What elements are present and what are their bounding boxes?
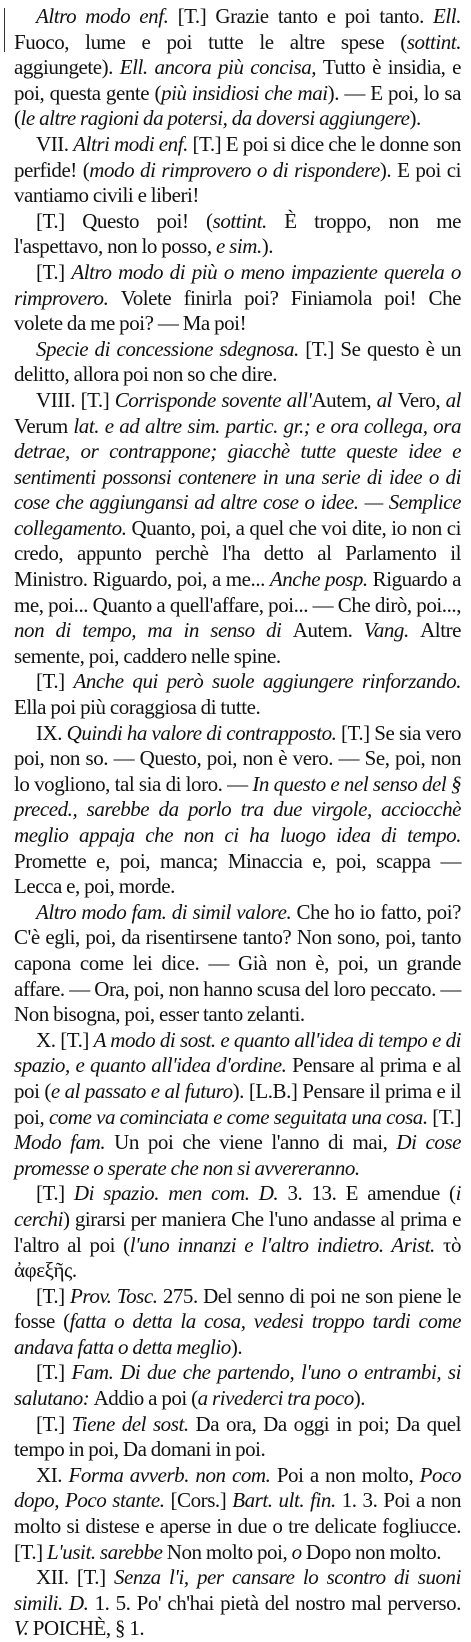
roman-text: Addio a poi ( xyxy=(93,1386,198,1411)
roman-text: ). [L.B.] Pensare il prima e il poi, xyxy=(14,1078,461,1129)
italic-text: lat. e ad altre sim. partic. gr.; e ora collega, ora detrae, or contrappone; giacchè tutte queste idee e sentimenti possonsi contenere in una serie di idee o di cose che aggiungansi ad altre cose o idee. — Semplice collegamento. xyxy=(14,413,462,540)
roman-text: Non molto poi, xyxy=(166,1539,292,1564)
roman-text: Dopo non molto. xyxy=(305,1539,442,1564)
roman-text: [T.] Grazie tanto e poi tanto. xyxy=(177,4,434,28)
roman-text: [T.] xyxy=(36,1283,70,1308)
italic-text: Modo fam. xyxy=(14,1130,115,1155)
roman-text: [T.] Se sia vero poi, non so. — Questo, poi, non è vero. — Se, poi, non lo vogliono, tal sia di loro. — xyxy=(14,720,461,796)
roman-text: [T.] E poi si dice che le donne son perfide! ( xyxy=(14,131,461,182)
roman-text: ). xyxy=(353,1386,366,1411)
roman-text: aggiungete). xyxy=(14,55,120,80)
roman-text: 1. 3. Poi a non molto si distese e aperse in due o tre delicate fogliucce. [T.] xyxy=(14,1488,461,1564)
italic-text: Di spazio. men com. D. xyxy=(73,1181,288,1206)
roman-text: Autem. xyxy=(292,618,364,643)
roman-text: τὸ ἀφεξῆς. xyxy=(14,1232,461,1283)
entry-paragraph xyxy=(14,1284,461,1361)
entry-paragraph xyxy=(14,669,461,720)
roman-text: [T.] xyxy=(36,259,72,284)
italic-text: Prov. Tosc. xyxy=(70,1283,163,1308)
roman-text: X. [T.] xyxy=(36,1027,94,1052)
roman-text: IX. xyxy=(36,720,67,745)
entry-paragraph xyxy=(14,1181,461,1283)
entry-paragraph xyxy=(14,721,461,900)
italic-text: Specie di concessione sdegnosa. xyxy=(36,336,306,361)
roman-text: [T.] xyxy=(36,1181,74,1206)
italic-text: fatta o detta la cosa, vedesi troppo tardi come andava fatta o detta meglio xyxy=(14,1309,461,1359)
roman-text: 3. 13. E amendue ( xyxy=(287,1181,456,1206)
italic-text: Tiene del sost. xyxy=(71,1411,196,1436)
italic-text: Fam. Di due che partendo, l'uno o entrambi, si salutano: xyxy=(14,1360,461,1411)
italic-text: al xyxy=(445,387,461,412)
dictionary-entry-poi xyxy=(14,4,461,1642)
roman-text: [T.] Se questo è un delitto, allora poi non so che dire. xyxy=(14,336,461,387)
roman-text: [T.] xyxy=(36,669,74,694)
roman-text: Un poi che viene l'anno di mai, xyxy=(114,1130,397,1155)
roman-text: Fuoco, lume e poi tutte le altre spese ( xyxy=(14,29,407,54)
roman-text: Promette e, poi, manca; Minaccia e, poi, scappa — Lecca e, poi, morde. xyxy=(14,848,461,899)
roman-text: Che ho io fatto, poi? C'è egli, poi, da risentirsene tanto? Non sono, poi, tanto capona come lei dice. — Già non è, poi, un grande affare. — Ora, poi, non hanno scusa del loro peccato. — Non bisogna, poi, esser tanto zelanti. xyxy=(14,899,461,1027)
roman-text: [T.] xyxy=(36,1360,72,1385)
italic-text: Anche qui però suole aggiungere rinforzando. xyxy=(73,669,461,694)
entry-paragraph xyxy=(14,1360,461,1411)
italic-text: Vang. xyxy=(363,618,421,643)
roman-text: Verum xyxy=(14,413,74,438)
roman-text: ). — E poi, lo sa ( xyxy=(14,80,461,131)
italic-text: A modo di sost. e quanto all'idea di tempo e di spazio, e quanto all'idea d'ordine. xyxy=(14,1027,461,1078)
roman-text: [T.] Questo poi! ( xyxy=(36,208,213,233)
roman-text: ). xyxy=(261,234,274,259)
roman-text: VII. xyxy=(36,131,74,156)
roman-text: Ella poi più coraggiosa di tutte. xyxy=(14,695,261,720)
italic-text: Altro modo di più o meno impaziente querela o rimprovero. xyxy=(14,259,461,310)
italic-text: Ell. xyxy=(433,4,461,28)
italic-text: L'usit. sarebbe xyxy=(47,1539,167,1564)
roman-text: Poi a non molto, xyxy=(276,1462,420,1487)
roman-text: ) girarsi per maniera Che l'uno andasse al prima e l'altro al poi ( xyxy=(14,1206,461,1257)
italic-text: come va cominciata e come seguitata una cosa. xyxy=(48,1104,433,1129)
entry-paragraph xyxy=(14,1028,461,1182)
italic-text: V. xyxy=(14,1616,33,1641)
roman-text: [Cors.] xyxy=(170,1488,233,1513)
italic-text: le altre ragioni da potersi, da doversi aggiungere xyxy=(20,106,410,131)
italic-text: sottint. xyxy=(212,208,285,233)
italic-text: Bart. ult. fin. xyxy=(232,1488,342,1513)
italic-text: Altro modo fam. di simil valore. xyxy=(36,899,297,924)
roman-text: Quanto, poi, a quel che voi dite, io non ci credo, appunto perchè l'ha detto al Parlamento il Ministro. Riguardo, poi, a me... xyxy=(14,515,461,592)
entry-paragraph xyxy=(14,209,461,260)
roman-text: Pensare al prima e al poi ( xyxy=(14,1053,461,1103)
italic-text: Di cose promesse o sperate che non si avvereranno. xyxy=(14,1130,462,1180)
italic-text: Altro modo enf. xyxy=(36,4,178,28)
roman-text: 1. 5. Po' ch'hai pietà del nostro mal perverso. xyxy=(94,1590,461,1615)
roman-text: ). xyxy=(230,1334,243,1359)
entry-paragraph xyxy=(14,337,461,388)
entry-paragraph xyxy=(14,1412,461,1463)
roman-text: ). xyxy=(409,106,421,131)
entry-paragraph xyxy=(14,1565,461,1642)
entry-paragraph xyxy=(14,900,461,1028)
italic-text: modo di rimprovero o di rispondere xyxy=(89,157,380,182)
italic-text: Ell. ancora più concisa, xyxy=(119,55,323,80)
roman-text: Volete finirla poi? Finiamola poi! Che volete da me poi? — Ma poi! xyxy=(14,285,461,336)
entry-paragraph xyxy=(14,1463,461,1565)
roman-text: Da ora, Da oggi in poi; Da quel tempo in poi, Da domani in poi. xyxy=(14,1411,461,1462)
roman-text: VIII. [T.] xyxy=(36,387,115,412)
italic-text: Corrisponde sovente all' xyxy=(114,387,312,412)
italic-text: non di tempo, ma in senso di xyxy=(14,618,293,643)
entry-paragraph xyxy=(14,4,461,132)
italic-text: Poco dopo, Poco stante. xyxy=(14,1462,462,1513)
italic-text: al xyxy=(376,387,398,412)
entry-paragraph xyxy=(14,260,461,337)
italic-text: e sim. xyxy=(215,234,262,259)
entry-paragraph xyxy=(14,388,461,670)
italic-text: Altri modi enf. xyxy=(73,131,193,156)
margin-rule xyxy=(4,8,5,52)
italic-text: Senza l'i, per cansare lo scontro di suoni simili. D. xyxy=(14,1565,461,1615)
roman-text: Autem, xyxy=(311,387,377,412)
italic-text: e al passato e al futuro xyxy=(50,1078,233,1103)
italic-text: sottint. xyxy=(406,29,461,54)
roman-text: Tutto è insidia, e poi, questa gente ( xyxy=(14,55,462,105)
italic-text: l'uno innanzi e l'altro indietro. Arist. xyxy=(129,1232,443,1257)
roman-text: È troppo, non me l'aspettavo, non lo posso, xyxy=(14,208,461,259)
roman-text: Altre semente, poi, caddero nelle spine. xyxy=(14,618,461,668)
italic-text: Quindi ha valore di contrapposto. xyxy=(66,720,342,745)
roman-text: 275. Del senno di poi ne son piene le fosse ( xyxy=(14,1283,461,1334)
roman-text: [T.] xyxy=(36,1411,72,1436)
roman-text: XI. xyxy=(36,1462,69,1487)
roman-text: POICHÈ, § 1. xyxy=(32,1616,145,1641)
italic-text: Forma avverb. non com. xyxy=(68,1462,277,1487)
roman-text: ). E poi ci vantiamo civili e liberi! xyxy=(14,157,461,208)
italic-text: i cerchi xyxy=(14,1181,461,1231)
roman-text: XII. [T.] xyxy=(36,1565,114,1590)
entry-paragraph xyxy=(14,132,461,209)
italic-text: In questo e nel senso del § preced., sarebbe da porlo tra due virgole, acciocchè meglio appaja che non ci ha luogo idea di tempo. xyxy=(14,771,461,847)
italic-text: a rivederci tra poco xyxy=(197,1386,354,1411)
roman-text: [T.] xyxy=(432,1104,461,1129)
italic-text: o xyxy=(291,1539,306,1564)
roman-text: Vero, xyxy=(397,387,446,412)
italic-text: Anche posp. xyxy=(269,567,373,592)
roman-text: Riguardo a me, poi... Quanto a quell'affare, poi... — Che dirò, poi..., xyxy=(14,567,461,617)
italic-text: più insidiosi che mai xyxy=(161,80,328,105)
